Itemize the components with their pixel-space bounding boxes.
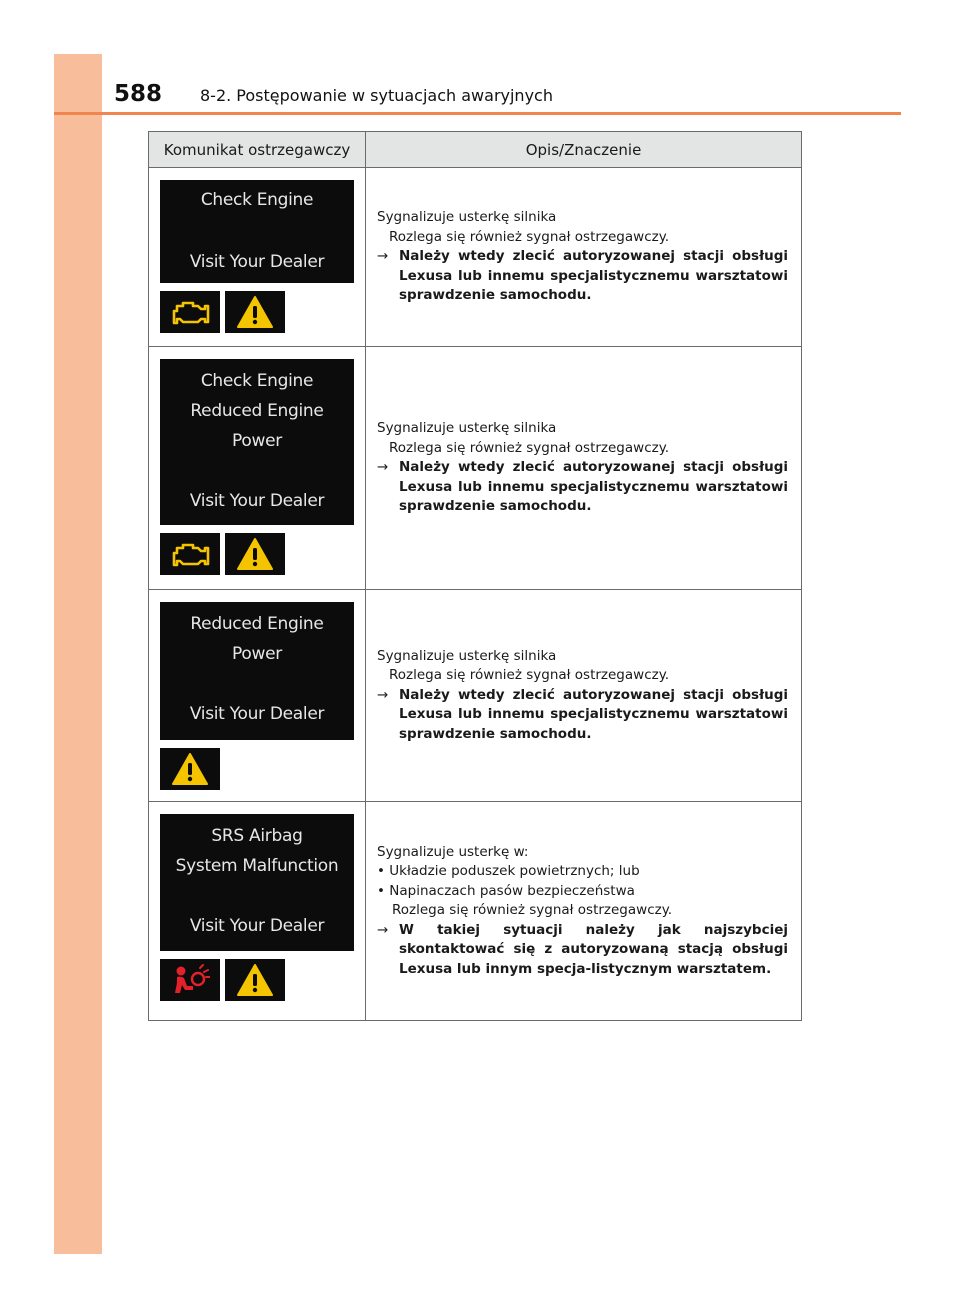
action-instruction (377, 247, 788, 305)
column-header-description: Opis/Znaczenie (366, 132, 802, 168)
screen-line: Power (232, 431, 282, 451)
engine-icon (160, 291, 220, 333)
screen-line: Reduced Engine (190, 614, 324, 634)
warning-messages-table (148, 131, 802, 1021)
screen-line: Power (232, 644, 282, 664)
bullet-item: • Napinaczach pasów bezpieczeństwa (377, 882, 635, 899)
table-row (149, 347, 802, 590)
page-number: 588 (114, 81, 163, 107)
screen-line: Visit Your Dealer (189, 491, 325, 511)
action-instruction (377, 458, 788, 516)
message-cell (149, 802, 366, 1021)
display-screen (160, 359, 354, 525)
arrow-icon: → (377, 686, 389, 703)
screen-line: Check Engine (200, 190, 314, 210)
screen-line: SRS Airbag (211, 826, 303, 846)
header-rule (54, 112, 901, 115)
engine-icon (160, 533, 220, 575)
arrow-icon: → (377, 459, 389, 476)
table-row (149, 168, 802, 347)
action-text: Należy wtedy zlecić autoryzowanej stacji obsługi Lexusa lub innemu specjalistycznemu warsztatowi sprawdzenie samochodu. (399, 686, 788, 742)
screen-line: Reduced Engine (190, 401, 324, 421)
message-cell (149, 590, 366, 802)
display-screen (160, 602, 354, 740)
chapter-side-tab (54, 54, 102, 1254)
indicator-icons (160, 291, 365, 333)
warning-icon (225, 959, 285, 1001)
arrow-icon: → (377, 921, 389, 938)
description-cell (366, 347, 802, 590)
bullet-item: • Układzie poduszek powietrznych; lub (377, 863, 640, 880)
arrow-icon: → (377, 248, 389, 265)
screen-line: Visit Your Dealer (189, 916, 325, 936)
screen-line: Visit Your Dealer (189, 252, 325, 272)
description-cell (366, 590, 802, 802)
table-header-row (149, 132, 802, 168)
column-header-message: Komunikat ostrzegawczy (149, 132, 366, 168)
screen-line: Check Engine (200, 371, 314, 391)
description-title: Sygnalizuje usterkę silnika (377, 647, 557, 664)
description-title: Sygnalizuje usterkę silnika (377, 420, 557, 437)
indicator-icons (160, 748, 365, 790)
action-text: W takiej sytuacji należy jak najszybciej skontaktować się z autoryzowaną stacją obsługi Lexusa lub innym specja-listycznym warsztatem. (399, 921, 788, 977)
action-instruction (377, 686, 788, 744)
screen-line: System Malfunction (175, 856, 339, 876)
message-cell (149, 168, 366, 347)
display-screen (160, 814, 354, 951)
description-cell (366, 168, 802, 347)
description-title: Sygnalizuje usterkę silnika (377, 209, 557, 226)
indicator-icons (160, 533, 365, 575)
description-title: Sygnalizuje usterkę w: (377, 844, 529, 861)
description-sub: Rozlega się również sygnał ostrzegawczy. (389, 667, 670, 684)
action-instruction (377, 921, 788, 979)
description-sub: Rozlega się również sygnał ostrzegawczy. (389, 228, 670, 245)
action-text: Należy wtedy zlecić autoryzowanej stacji obsługi Lexusa lub innemu specjalistycznemu warsztatowi sprawdzenie samochodu. (399, 248, 788, 304)
warning-icon (225, 291, 285, 333)
display-screen (160, 180, 354, 283)
indicator-icons (160, 959, 365, 1001)
table-row (149, 590, 802, 802)
message-cell (149, 347, 366, 590)
description-sub: Rozlega się również sygnał ostrzegawczy. (389, 439, 670, 456)
section-title: 8-2. Postępowanie w sytuacjach awaryjnych (200, 86, 553, 105)
screen-line: Visit Your Dealer (189, 704, 325, 724)
table-row (149, 802, 802, 1021)
warning-icon (225, 533, 285, 575)
action-text: Należy wtedy zlecić autoryzowanej stacji obsługi Lexusa lub innemu specjalistycznemu warsztatowi sprawdzenie samochodu. (399, 459, 788, 515)
description-sub: Rozlega się również sygnał ostrzegawczy. (392, 902, 673, 919)
description-cell (366, 802, 802, 1021)
airbag-icon (160, 959, 220, 1001)
warning-icon (160, 748, 220, 790)
